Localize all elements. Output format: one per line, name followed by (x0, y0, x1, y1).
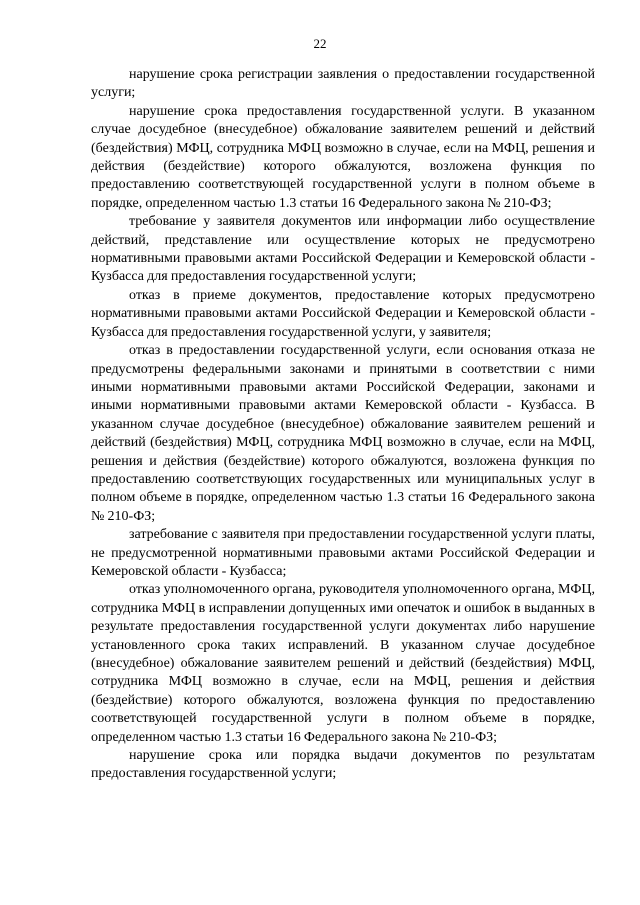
paragraph-document-requirement: требование у заявителя документов или информации либо осуществление действий, представление или осуществление которых не предусмотрено нормативными правовыми актами Российской Федерации и Кемеровской области - Кузбасса для предоставления государственной услуги; (91, 214, 595, 285)
document-body (91, 66, 595, 784)
paragraph-registration-deadline: нарушение срока регистрации заявления о предоставлении государственной услуги; (91, 67, 595, 101)
paragraph-service-refusal: отказ в предоставлении государственной услуги, если основания отказа не предусмотрены федеральными законами и принятыми в соответствии с ними иными нормативными правовыми актами Российской Федерации, законами и иными нормативными правовыми актами Кемеровской области - Кузбасса. В указанном случае досудебное (внесудебное) обжалование заявителем решений и действий (бездействия) МФЦ, сотрудника МФЦ возможно в случае, если на МФЦ, решения и действия (бездействие) которого обжалуются, возложена функция по предоставлению соответствующих государственных или муниципальных услуг в полном объеме в порядке, определенном частью 1.3 статьи 16 Федерального закона № 210-ФЗ; (91, 343, 595, 524)
paragraph-fee-demand: затребование с заявителя при предоставлении государственной услуги платы, не предусмотренной нормативными правовыми актами Российской Федерации и Кемеровской области - Кузбасса; (91, 527, 595, 579)
paragraph-correction-refusal: отказ уполномоченного органа, руководителя уполномоченного органа, МФЦ, сотрудника МФЦ в исправлении допущенных ими опечаток и ошибок в выданных в результате предоставления государственной услуги документах либо нарушение установленного срока таких исправлений. В указанном случае досудебное (внесудебное) обжалование заявителем решений и действий (бездействия) МФЦ, сотрудника МФЦ возможно в случае, если на МФЦ, решения и действия (бездействие) которого обжалуются, возложена функция по предоставлению соответствующей государственной услуги в полном объеме в порядке, определенном частью 1.3 статьи 16 Федерального закона № 210-ФЗ; (91, 582, 595, 745)
paragraph-issuance-violation: нарушение срока или порядка выдачи документов по результатам предоставления государственной услуги; (91, 748, 595, 782)
page-number: 22 (313, 36, 327, 51)
paragraph-service-deadline: нарушение срока предоставления государственной услуги. В указанном случае досудебное (внесудебное) обжалование заявителем решений и действий (бездействия) МФЦ, сотрудника МФЦ возможно в случае, если на МФЦ, решения и действия (бездействие) которого обжалуются, возложена функция по предоставлению соответствующей государственной услуги в полном объеме в порядке, определенном частью 1.3 статьи 16 Федерального закона № 210-ФЗ; (91, 103, 595, 211)
paragraph-document-refusal: отказ в приеме документов, предоставление которых предусмотрено нормативными правовыми актами Российской Федерации и Кемеровской области - Кузбасса для предоставления государственной услуги, у заявителя; (91, 287, 595, 340)
